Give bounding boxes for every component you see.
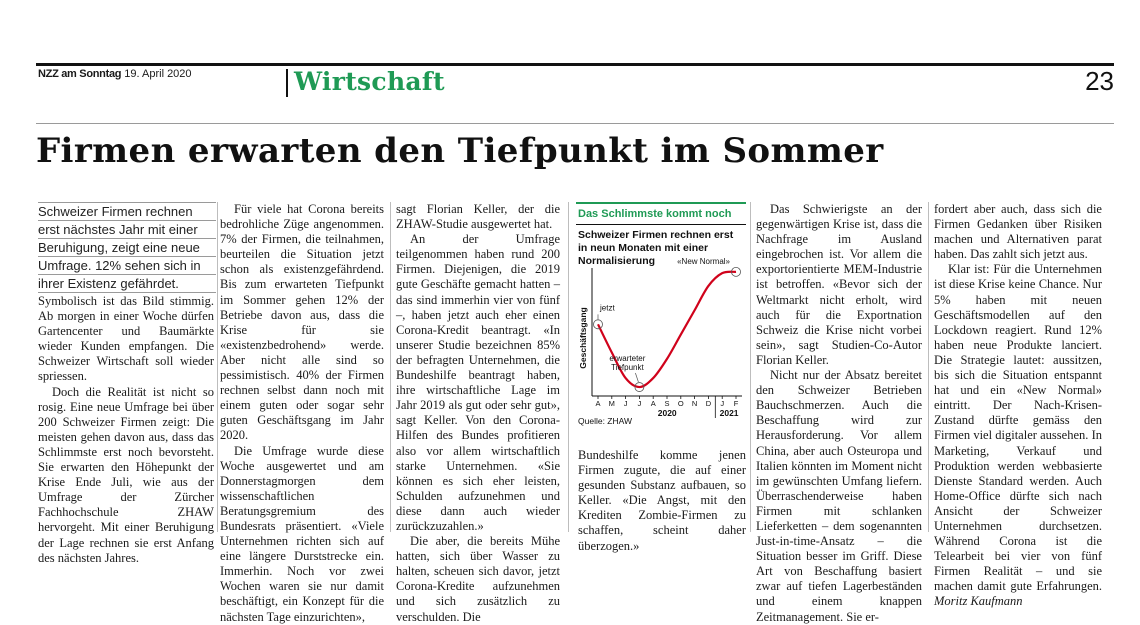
paragraph: fordert aber auch, dass sich die Firmen Gedanken über Risiken machen und Alternativen parat haben. Das zahlt sich jetzt aus. bbox=[934, 202, 1102, 262]
annotation-trough-line1: erwarteter bbox=[609, 354, 645, 363]
x-tick-label: D bbox=[706, 399, 712, 408]
issue-date: 19. April 2020 bbox=[124, 68, 191, 80]
graphic-source: Quelle: ZHAW bbox=[578, 416, 632, 426]
column-rule bbox=[750, 202, 751, 532]
top-rule bbox=[36, 63, 1114, 66]
author-byline: Moritz Kaufmann bbox=[934, 594, 1023, 608]
body-column-5 bbox=[756, 202, 922, 625]
x-tick-label: J bbox=[638, 399, 642, 408]
lead-line: Umfrage. 12% sehen sich in bbox=[38, 257, 216, 275]
masthead-divider bbox=[286, 69, 288, 97]
paragraph: sagt Florian Keller, der die ZHAW-Studie ausgewertet hat. bbox=[396, 202, 560, 232]
brand-name: NZZ am Sonntag bbox=[38, 68, 121, 80]
graphic-title: Das Schlimmste kommt noch bbox=[578, 208, 731, 220]
year-label-2021: 2021 bbox=[720, 408, 739, 418]
annotation-now: jetzt bbox=[599, 303, 615, 312]
x-tick-label: F bbox=[734, 399, 739, 408]
column-rule bbox=[928, 202, 929, 532]
x-tick-label: J bbox=[720, 399, 724, 408]
paragraph: Doch die Realität ist nicht so rosig. Eine neue Umfrage bei über 200 Schweizer Firmen zeigt: Die meisten gehen davon aus, dass das Schlimmste erst noch bevorsteht. Sie erwarten den Höhepunkt der Krise Ende Juli, wie aus der Umfrage der Zürcher Fachhochschule ZHAW hervorgeht. Mit einer Beruhigung der Lage rechnen sie erst Anfang des nächsten Jahres. bbox=[38, 385, 214, 566]
masthead bbox=[38, 68, 192, 80]
annotation-new-normal: «New Normal» bbox=[677, 257, 730, 266]
paragraph: An der Umfrage teilgenommen haben rund 200 Firmen. Diejenigen, die 2019 gute Geschäfte gemacht hatten – das sind immerhin vier von fünf –, haben jetzt auch eher einen Corona-Kredit beantragt. «In unserer Studie bezeichnen 85% der befragten Unternehmen, die Bundeshilfe beantragt haben, ihre wirtschaftliche Lage im Jahr 2019 als gut oder sehr gut», sagt Keller. Von den Corona-Hilfen des Bundes profitieren also vor allem wirtschaftlich starke Unternehmen. «Sie können es sich eher leisten, Schulden aufzunehmen und diese dann auch wieder zurückzuzahlen.» bbox=[396, 232, 560, 534]
graphic-subtitle: Schweizer Firmen rechnen erst in neun Monaten mit einer Normalisierung bbox=[578, 229, 744, 268]
page-number: 23 bbox=[1066, 66, 1114, 97]
lead-line: Beruhigung, zeigt eine neue bbox=[38, 239, 216, 257]
body-column-4 bbox=[578, 448, 746, 554]
x-tick-label: A bbox=[651, 399, 656, 408]
body-column-6 bbox=[934, 202, 1102, 610]
column-rule bbox=[217, 202, 218, 532]
lead-line: Schweizer Firmen rechnen bbox=[38, 202, 216, 221]
paragraph: Nicht nur der Absatz bereitet den Schweizer Betrieben Bauchschmerzen. Auch die Beschaffung wird zur Herausforderung. Vor allem China, aber auch Osteuropa und Italien könnten im Moment nicht im gewünschten Umfang liefern. Überraschenderweise haben Firmen mit schlanken Lieferketten – dem sogenannten Just-in-time-Ansatz – die Situation besser im Griff. Diese Art von Beschaffung basiert zwar auf tiefen Lagerbeständen und einem knappen Zeitmanagement. Sie er- bbox=[756, 368, 922, 625]
lead-line: ihrer Existenz gefährdet. bbox=[38, 275, 216, 293]
column-rule bbox=[568, 202, 569, 532]
body-column-3 bbox=[396, 202, 560, 625]
x-tick-label: J bbox=[624, 399, 628, 408]
paragraph: Symbolisch ist das Bild stimmig. Ab morgen in einer Woche dürfen Gartencenter und Baumärkte wieder Kunden empfangen. Die Schweizer Wirtschaft soll wieder spriessen. bbox=[38, 294, 214, 385]
x-tick-label: N bbox=[692, 399, 697, 408]
year-label-2020: 2020 bbox=[658, 408, 677, 418]
paragraph: Klar ist: Für die Unternehmen ist diese Krise keine Chance. Nur 5% haben mit neuen Geschäftsmodellen auf den Lockdown reagiert. Rund 12% haben neue Produkte lanciert. Die Strategie lautet: aussitzen, bis sich die Situation entspannt hat und ein «New Normal» eintritt. Der Nach-Krisen-Zustand dürfte gemäss den Firmen viel digitaler aussehen. In Marketing, Verkauf und Produktion werden webbasierte Dienste Standard werden. Auch Home-Office dürfte sich nach Ansicht der Schweizer Unternehmen durchsetzen. Während Corona ist die Telearbeit bei vier von fünf Firmen Realität – und sie machen damit gute Erfahrungen. Moritz Kaufmann bbox=[934, 262, 1102, 609]
annotation-trough-line2: Tiefpunkt bbox=[611, 363, 644, 372]
y-axis-label: Geschäftsgang bbox=[578, 307, 588, 368]
header-rule bbox=[36, 123, 1114, 124]
paragraph: Die Umfrage wurde diese Woche ausgewertet und am Donnerstagmorgen dem wissenschaftlichen Beratungsgremium des Bundesrats präsentiert. «Viele Unternehmen richten sich auf eine längere Durststrecke ein. Immerhin. Noch vor zwei Wochen waren sie nur damit beschäftigt, ein Konzept für die nächsten Tage einzurichten», bbox=[220, 444, 384, 625]
body-column-2 bbox=[220, 202, 384, 625]
section-title: Wirtschaft bbox=[294, 67, 445, 96]
lead-text bbox=[38, 202, 216, 293]
x-tick-label: A bbox=[595, 399, 600, 408]
annotation-trough-leader bbox=[635, 373, 638, 382]
x-tick-label: O bbox=[678, 399, 684, 408]
paragraph: Das Schwierigste an der gegenwärtigen Krise ist, dass die Nachfrage im Ausland eingebrochen ist. Vor allem die exportorientierte MEM-Industrie ist betroffen. «Bevor sich der Weltmarkt nicht erholt, wird auch für die Exportnation Schweiz die Krise nicht vorbei sein», sagt Studien-Co-Autor Florian Keller. bbox=[756, 202, 922, 368]
graphic-top-rule bbox=[576, 202, 746, 204]
paragraph: Die aber, die bereits Mühe hatten, sich über Wasser zu halten, scheuen sich davor, jetzt Corona-Kredite aufzunehmen und sich zusätzlich zu verschulden. Die bbox=[396, 534, 560, 625]
column-rule bbox=[390, 202, 391, 532]
lead-line: erst nächstes Jahr mit einer bbox=[38, 221, 216, 239]
body-column-1 bbox=[38, 294, 214, 566]
headline: Firmen erwarten den Tiefpunkt im Sommer bbox=[36, 131, 884, 171]
x-tick-label: M bbox=[609, 399, 615, 408]
x-tick-label: S bbox=[664, 399, 669, 408]
infographic bbox=[576, 202, 746, 428]
line-chart bbox=[576, 268, 746, 458]
paragraph: Bundeshilfe komme jenen Firmen zugute, die auf einer gesunden Substanz aufbauen, so Keller. «Die Angst, mit den Krediten Zombie-Firmen zu schaffen, scheint daher überzogen.» bbox=[578, 448, 746, 554]
paragraph: Für viele hat Corona bereits bedrohliche Züge angenommen. 7% der Firmen, die teilnahmen, beurteilen die Situation jetzt schon als existenzgefährdend. Bis zum erwarteten Tiefpunkt im Sommer gehen 12% der Betriebe davon aus, dass die Krise für sie «existenzbedrohend» werde. Aber nicht alle sind so pessimistisch. 40% der Firmen rechnen selbst dann noch mit einem guten oder sogar sehr guten Geschäftsgang im Jahr 2020. bbox=[220, 202, 384, 444]
graphic-title-rule bbox=[576, 224, 746, 225]
